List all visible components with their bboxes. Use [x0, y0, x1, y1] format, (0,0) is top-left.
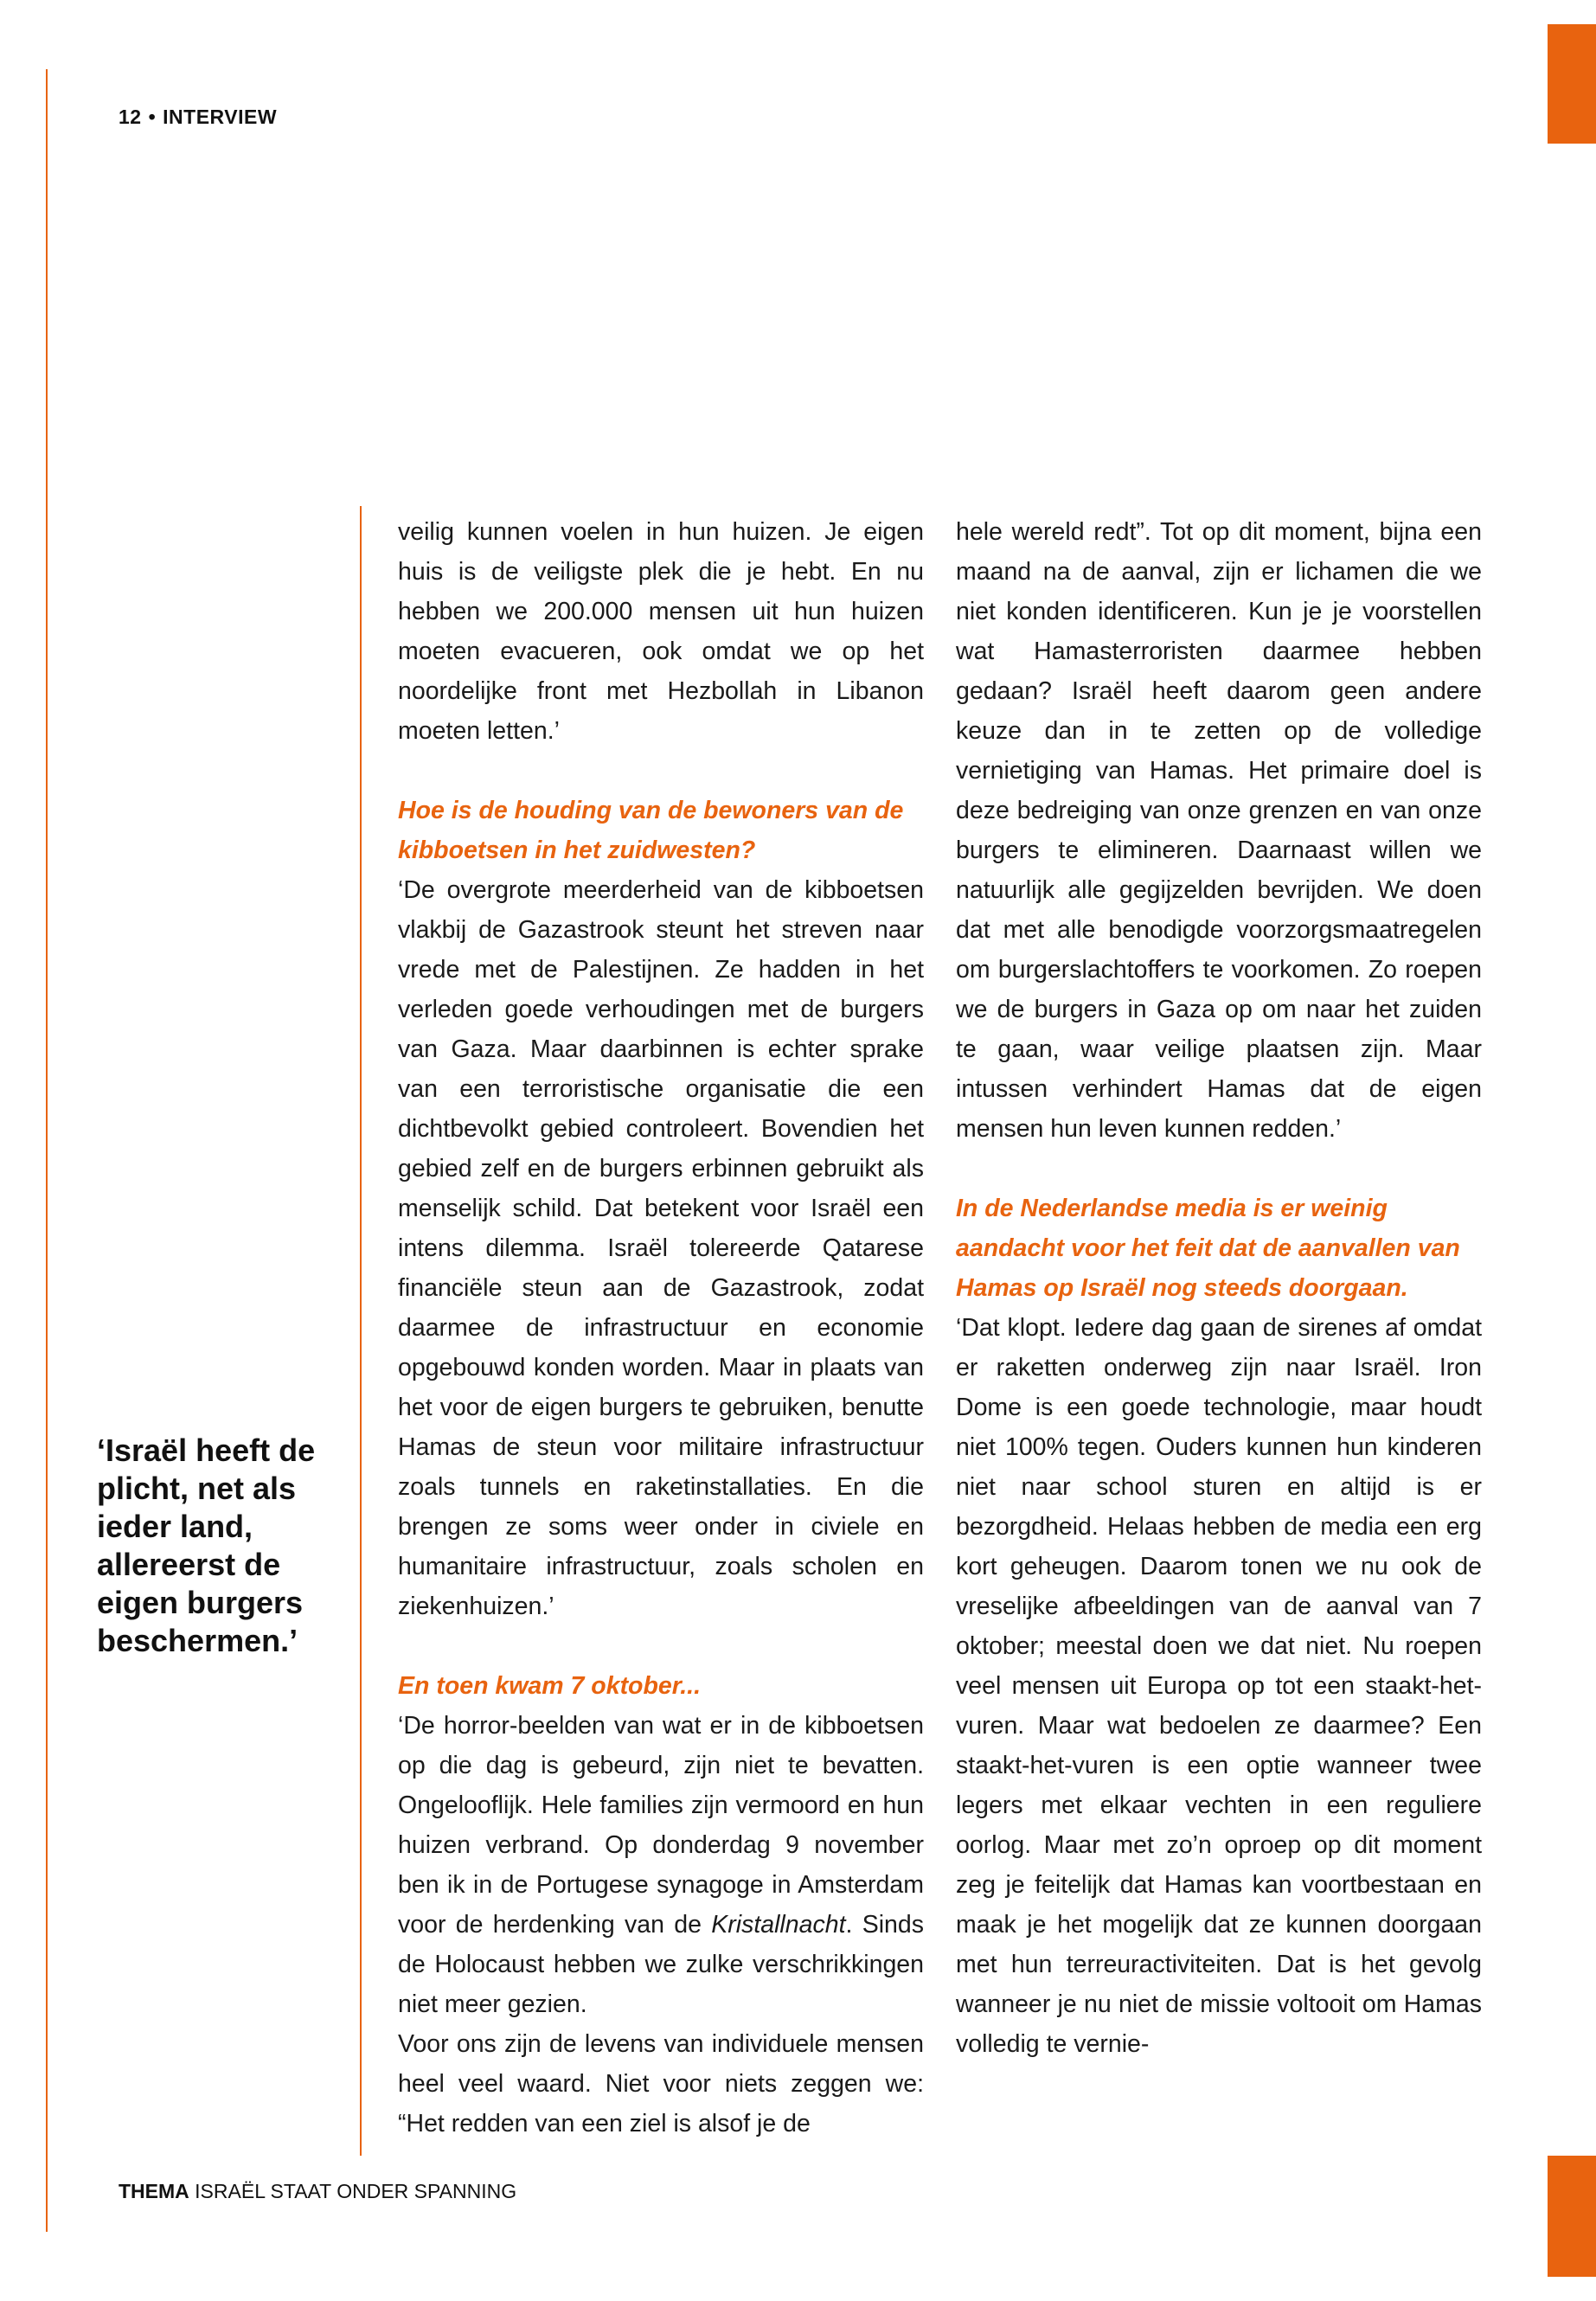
interview-question: En toen kwam 7 oktober...: [398, 1672, 702, 1700]
interview-question: Hoe is de houding van de bewoners van de kibboetsen in het zuidwesten?: [398, 797, 904, 864]
interview-question: In de Nederlandse media is er weinig aandacht voor het feit dat de aanvallen van Hamas op Israël nog steeds doorgaan.: [956, 1195, 1460, 1302]
paragraph: veilig kunnen voelen in hun huizen. Je eigen huis is de veiligste plek die je hebt. En nu hebben we 200.000 mensen uit hun huizen moeten evacueren, ook omdat we op het noordelijke front met Hezbollah in Libanon moeten letten.’: [398, 518, 924, 745]
italic-term: Kristallnacht: [711, 1911, 846, 1939]
orange-edge-tab-top: [1548, 24, 1596, 144]
paragraph-text: ‘De horror-beelden van wat er in de kibboetsen op die dag is gebeurd, zijn niet te bevatten. Ongelooflijk. Hele families zijn vermoord en hun huizen verbrand. Op donderdag 9 november ben ik in de Portugese synagoge in Amsterdam voor de herdenking van de: [398, 1712, 924, 1939]
page-number: 12: [119, 106, 142, 128]
section-label: INTERVIEW: [163, 106, 278, 128]
left-margin-rule: [46, 69, 48, 2232]
pull-quote: ‘Israël heeft de plicht, net als ieder land, allereerst de eigen burgers beschermen.’: [97, 1433, 316, 1658]
running-head: [119, 106, 277, 129]
footer: [119, 2180, 516, 2203]
paragraph-text: . Sinds de Holocaust hebben we zulke verschrikkingen niet meer gezien.: [398, 1911, 924, 2018]
paragraph: Voor ons zijn de levens van individuele mensen heel veel waard. Niet voor niets zeggen we: “Het redden van een ziel is alsof je de: [398, 2030, 924, 2138]
article-column-2: [956, 512, 1482, 2064]
column-divider-rule: [360, 506, 362, 2156]
footer-title: ISRAËL STAAT ONDER SPANNING: [195, 2180, 517, 2202]
paragraph: [398, 1706, 924, 2024]
separator-dot: •: [148, 106, 157, 128]
orange-edge-tab-bottom: [1548, 2156, 1596, 2277]
paragraph: ‘Dat klopt. Iedere dag gaan de sirenes af omdat er raketten onderweg zijn naar Israël. Iron Dome is een goede technologie, maar houdt niet 100% tegen. Ouders kunnen hun kinderen niet naar school sturen en altijd is er bezorgdheid. Helaas hebben de media een erg kort geheugen. Daarom tonen we nu ook de vreselijke afbeeldingen van de aanval van 7 oktober; meestal doen we dat niet. Nu roepen veel mensen uit Europa op tot een staakt-het-vuren. Maar wat bedoelen ze daarmee? Een staakt-het-vuren is een optie wanneer twee legers met elkaar vechten in een reguliere oorlog. Maar met zo’n oproep op dit moment zeg je feitelijk dat Hamas kan voortbestaan en maak je het mogelijk dat ze kunnen doorgaan met hun terreuractiviteiten. Dat is het gevolg wanneer je nu niet de missie voltooit om Hamas volledig te vernie-: [956, 1314, 1482, 2058]
paragraph: ‘De overgrote meerderheid van de kibboetsen vlakbij de Gazastrook steunt het streven naar vrede met de Palestijnen. Ze hadden in het verleden goede verhoudingen met de burgers van Gaza. Maar daarbinnen is echter sprake van een terroristische organisatie die een dichtbevolkt gebied controleert. Bovendien het gebied zelf en de burgers erbinnen gebruikt als menselijk schild. Dat betekent voor Israël een intens dilemma. Israël tolereerde Qatarese financiële steun aan de Gazastrook, zodat daarmee de infrastructuur en economie opgebouwd konden worden. Maar in plaats van het voor de eigen burgers te gebruiken, benutte Hamas de steun voor militaire infrastructuur zoals tunnels en raketinstallaties. En die brengen ze soms weer onder in civiele en humanitaire infrastructuur, zoals scholen en ziekenhuizen.’: [398, 876, 924, 1620]
footer-thema-label: THEMA: [119, 2180, 189, 2202]
paragraph: hele wereld redt”. Tot op dit moment, bijna een maand na de aanval, zijn er lichamen die we niet konden identificeren. Kun je je voorstellen wat Hamasterroristen daarmee hebben gedaan? Israël heeft daarom geen andere keuze dan in te zetten op de volledige vernietiging van Hamas. Het primaire doel is deze bedreiging van onze grenzen en van onze burgers te elimineren. Daarnaast willen we natuurlijk alle gegijzelden bevrijden. We doen dat met alle benodigde voorzorgsmaatregelen om burgerslachtoffers te voorkomen. Zo roepen we de burgers in Gaza op om naar het zuiden te gaan, waar veilige plaatsen zijn. Maar intussen verhindert Hamas dat de eigen mensen hun leven kunnen redden.’: [956, 518, 1482, 1143]
article-column-1: [398, 512, 924, 2144]
